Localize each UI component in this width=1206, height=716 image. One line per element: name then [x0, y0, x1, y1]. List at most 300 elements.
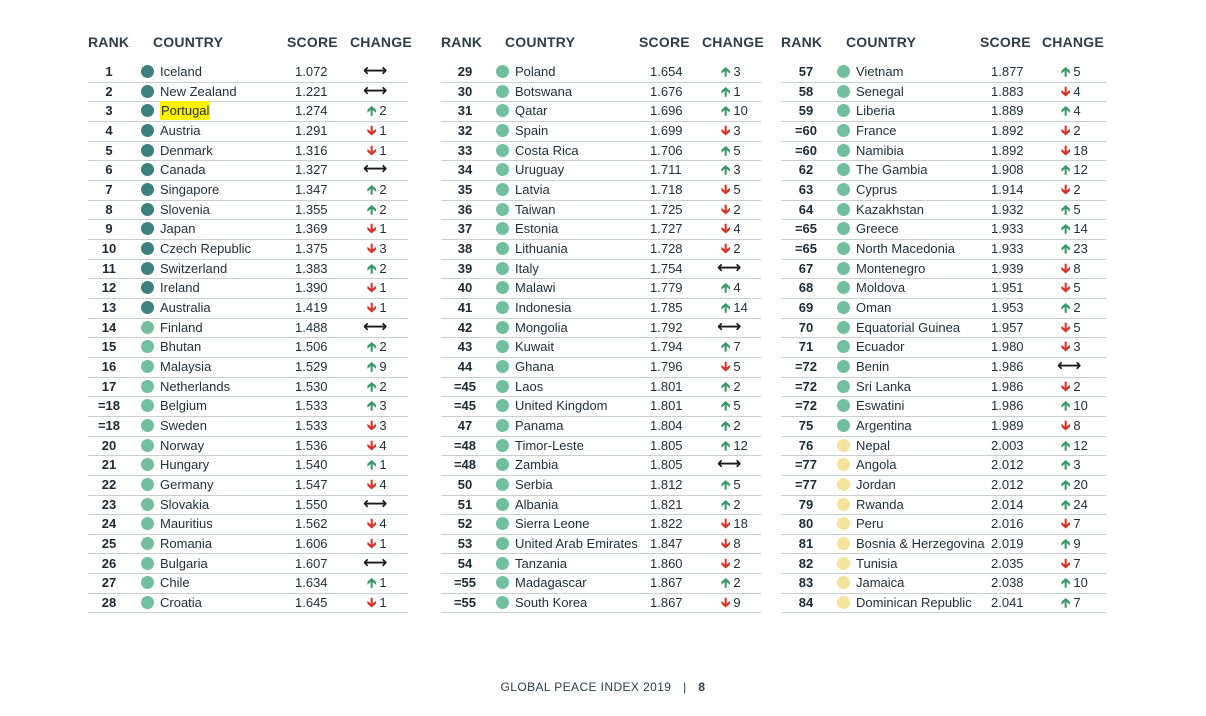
peace-level-dot: [141, 65, 154, 78]
peace-level-dot: [141, 557, 154, 570]
change-cell: [367, 219, 387, 238]
peace-level-dot: [837, 144, 850, 157]
table-row: [441, 318, 761, 339]
score-value: 1.727: [650, 221, 683, 237]
peace-level-dot: [141, 222, 154, 235]
change-header: CHANGE: [1042, 34, 1104, 50]
peace-level-dot: [837, 163, 850, 176]
score-header: SCORE: [639, 34, 690, 50]
rank-value: 76: [798, 437, 814, 453]
change-cell: [363, 552, 388, 572]
change-value: 1: [379, 299, 387, 315]
change-cell: [1061, 298, 1081, 317]
arrow-down-icon: 🡳: [721, 555, 731, 571]
score-value: 1.796: [650, 358, 683, 374]
score-value: 1.355: [295, 201, 328, 217]
table-row: [441, 101, 761, 122]
change-value: 1: [379, 535, 387, 551]
rank-value: =45: [453, 378, 477, 394]
score-value: 1.779: [650, 280, 683, 296]
change-value: 4: [1073, 103, 1081, 119]
country-name: Angola: [856, 457, 897, 473]
arrow-down-icon: 🡳: [367, 437, 377, 453]
rank-value: =18: [97, 417, 121, 433]
change-value: 5: [733, 476, 741, 492]
table-row: [441, 62, 761, 83]
score-value: 1.908: [991, 162, 1024, 178]
arrow-up-icon: 🡱: [721, 437, 731, 453]
table-row: [441, 337, 761, 358]
country-name: Netherlands: [160, 378, 231, 394]
country-name: Latvia: [515, 181, 550, 197]
arrow-down-icon: 🡳: [367, 535, 377, 551]
score-value: 1.939: [991, 260, 1024, 276]
table-row: [781, 593, 1106, 614]
rank-value: 59: [798, 103, 814, 119]
change-value: 2: [1073, 122, 1081, 138]
arrow-up-icon: 🡱: [367, 358, 377, 374]
arrow-up-icon: 🡱: [367, 260, 377, 276]
change-cell: [721, 337, 741, 356]
change-value: 1: [379, 221, 387, 237]
peace-level-dot: [496, 163, 509, 176]
peace-level-dot: [837, 183, 850, 196]
rank-value: 17: [101, 378, 117, 394]
change-cell: [367, 337, 387, 356]
peace-level-dot: [496, 203, 509, 216]
change-cell: [367, 573, 387, 592]
arrow-down-icon: 🡳: [721, 594, 731, 610]
rank-value: 83: [798, 575, 814, 591]
country-name: Chile: [160, 575, 190, 591]
table-row: [441, 573, 761, 594]
peace-level-dot: [496, 144, 509, 157]
rank-value: =65: [794, 221, 818, 237]
score-value: 1.274: [295, 103, 328, 119]
country-name: Malaysia: [160, 358, 212, 374]
score-value: 2.019: [991, 535, 1024, 551]
score-value: 1.989: [991, 417, 1024, 433]
rank-value: 42: [457, 319, 473, 335]
country-name: Estonia: [515, 221, 559, 237]
table-row: [88, 101, 408, 122]
change-value: 1: [379, 457, 387, 473]
footer-title: GLOBAL PEACE INDEX 2019: [500, 680, 672, 694]
change-cell: [367, 396, 387, 415]
arrow-up-icon: 🡱: [367, 457, 377, 473]
change-cell: [721, 377, 741, 396]
score-value: 1.883: [991, 83, 1024, 99]
arrow-down-icon: 🡳: [367, 417, 377, 433]
rank-value: 44: [457, 358, 473, 374]
score-value: 2.035: [991, 555, 1024, 571]
change-cell: [1061, 416, 1081, 435]
score-value: 1.951: [991, 280, 1024, 296]
change-value: 5: [733, 358, 741, 374]
score-value: 1.488: [295, 319, 328, 335]
rank-value: 81: [798, 535, 814, 551]
peace-level-dot: [496, 321, 509, 334]
table-row: [781, 436, 1106, 457]
rank-value: 34: [457, 162, 473, 178]
country-name: Canada: [160, 162, 206, 178]
country-name: Kuwait: [515, 339, 555, 355]
arrow-down-icon: 🡳: [367, 221, 377, 237]
score-value: 1.986: [991, 398, 1024, 414]
table-row: [781, 377, 1106, 398]
change-cell: [721, 62, 741, 81]
score-value: 1.725: [650, 201, 683, 217]
rank-value: =77: [794, 476, 818, 492]
change-header: CHANGE: [350, 34, 412, 50]
arrow-down-icon: 🡳: [1061, 83, 1071, 99]
score-value: 1.794: [650, 339, 683, 355]
score-value: 1.933: [991, 240, 1024, 256]
change-value: 14: [1073, 221, 1088, 237]
footer-separator: |: [683, 680, 687, 694]
change-value: 9: [733, 594, 741, 610]
change-cell: [367, 377, 387, 396]
arrow-up-icon: 🡱: [1061, 594, 1071, 610]
change-value: 1: [379, 594, 387, 610]
table-row: [88, 377, 408, 398]
country-name: Botswana: [515, 83, 573, 99]
score-value: 2.016: [991, 516, 1024, 532]
score-value: 1.369: [295, 221, 328, 237]
change-value: 3: [733, 122, 741, 138]
peace-level-dot: [141, 183, 154, 196]
peace-level-dot: [496, 478, 509, 491]
change-value: 8: [1073, 260, 1081, 276]
arrow-down-icon: 🡳: [1061, 181, 1071, 197]
arrow-down-icon: 🡳: [721, 181, 731, 197]
change-cell: [1061, 62, 1081, 81]
country-name: Slovakia: [160, 496, 210, 512]
country-name: Qatar: [515, 103, 548, 119]
change-value: 4: [1073, 83, 1081, 99]
arrow-up-icon: 🡱: [1061, 299, 1071, 315]
rank-value: 58: [798, 83, 814, 99]
country-name: Tanzania: [515, 555, 568, 571]
rank-value: 12: [101, 280, 117, 296]
arrow-down-icon: 🡳: [367, 240, 377, 256]
table-row: [441, 259, 761, 280]
country-name: Jamaica: [856, 575, 905, 591]
score-value: 1.547: [295, 476, 328, 492]
table-row: [88, 121, 408, 142]
score-value: 2.041: [991, 594, 1024, 610]
table-row: [441, 455, 761, 476]
country-name: Denmark: [160, 142, 213, 158]
change-cell: [367, 514, 387, 533]
peace-level-dot: [837, 537, 850, 550]
rank-value: =18: [97, 398, 121, 414]
country-name: Ireland: [160, 280, 200, 296]
change-value: 18: [1073, 142, 1088, 158]
arrow-down-icon: 🡳: [367, 516, 377, 532]
country-name: Spain: [515, 122, 549, 138]
table-row: [88, 416, 408, 437]
arrow-down-icon: 🡳: [1061, 142, 1071, 158]
no-change-icon: ⟷: [717, 257, 742, 277]
peace-level-dot: [837, 557, 850, 570]
score-value: 1.889: [991, 103, 1024, 119]
country-name: Sierra Leone: [515, 516, 590, 532]
table-row: [88, 298, 408, 319]
change-value: 12: [733, 437, 748, 453]
peace-level-dot: [141, 321, 154, 334]
rank-value: 47: [457, 417, 473, 433]
arrow-down-icon: 🡳: [721, 240, 731, 256]
arrow-up-icon: 🡱: [1061, 103, 1071, 119]
peace-level-dot: [141, 537, 154, 550]
score-value: 1.533: [295, 417, 328, 433]
score-value: 1.801: [650, 398, 683, 414]
change-value: 7: [1073, 516, 1081, 532]
peace-level-dot: [496, 340, 509, 353]
table-row: [781, 259, 1106, 280]
table-row: [88, 573, 408, 594]
peace-level-dot: [496, 281, 509, 294]
change-cell: [721, 534, 741, 553]
no-change-icon: ⟷: [363, 61, 388, 80]
peace-level-dot: [496, 65, 509, 78]
table-row: [781, 82, 1106, 103]
arrow-down-icon: 🡳: [367, 476, 377, 492]
country-name: Croatia: [160, 594, 202, 610]
arrow-down-icon: 🡳: [367, 594, 377, 610]
change-cell: [367, 180, 387, 199]
change-cell: [721, 160, 741, 179]
rank-value: =55: [453, 594, 477, 610]
change-cell: [1061, 514, 1081, 533]
change-cell: [1061, 259, 1081, 278]
peace-level-dot: [141, 85, 154, 98]
rank-value: 52: [457, 516, 473, 532]
score-value: 1.221: [295, 83, 328, 99]
peace-level-dot: [141, 340, 154, 353]
rank-value: 37: [457, 221, 473, 237]
change-value: 2: [379, 260, 387, 276]
table-row: [441, 121, 761, 142]
arrow-up-icon: 🡱: [721, 162, 731, 178]
no-change-icon: ⟷: [363, 552, 388, 572]
change-value: 4: [733, 280, 741, 296]
rank-value: 70: [798, 319, 814, 335]
change-cell: [367, 534, 387, 553]
table-row: [441, 554, 761, 575]
rank-value: 28: [101, 594, 117, 610]
rank-value: 54: [457, 555, 473, 571]
arrow-up-icon: 🡱: [721, 103, 731, 119]
rank-value: 4: [105, 122, 113, 138]
page-footer: [0, 680, 1206, 694]
change-value: 8: [733, 535, 741, 551]
arrow-up-icon: 🡱: [1061, 240, 1071, 256]
country-name: Belgium: [160, 398, 207, 414]
rank-value: 57: [798, 64, 814, 79]
rank-header: RANK: [441, 34, 483, 50]
rank-value: 40: [457, 280, 473, 296]
country-name: Mongolia: [515, 319, 568, 335]
rank-value: =72: [794, 398, 818, 414]
change-cell: [1061, 219, 1088, 238]
country-name: Lithuania: [515, 240, 568, 256]
arrow-down-icon: 🡳: [1061, 339, 1071, 355]
table-row: [781, 534, 1106, 555]
rank-value: 67: [798, 260, 814, 276]
arrow-up-icon: 🡱: [721, 398, 731, 414]
table-row: [88, 82, 408, 103]
arrow-down-icon: 🡳: [721, 221, 731, 237]
change-cell: [1061, 554, 1081, 573]
table-row: [441, 239, 761, 260]
score-value: 1.754: [650, 260, 683, 276]
rank-value: 5: [105, 142, 113, 158]
peace-level-dot: [496, 557, 509, 570]
change-cell: [1061, 180, 1081, 199]
rank-value: 26: [101, 555, 117, 571]
change-value: 2: [733, 378, 741, 394]
peace-level-dot: [496, 498, 509, 511]
country-name: Liberia: [856, 103, 896, 119]
table-row: [441, 593, 761, 614]
change-cell: [721, 357, 741, 376]
country-name: Bulgaria: [160, 555, 208, 571]
peace-level-dot: [837, 242, 850, 255]
peace-level-dot: [837, 104, 850, 117]
arrow-up-icon: 🡱: [721, 476, 731, 492]
arrow-up-icon: 🡱: [1061, 496, 1071, 512]
rank-value: =65: [794, 240, 818, 256]
arrow-down-icon: 🡳: [1061, 280, 1071, 296]
country-name: Indonesia: [515, 299, 572, 315]
change-cell: [1061, 82, 1081, 101]
country-name: Switzerland: [160, 260, 228, 276]
arrow-up-icon: 🡱: [1061, 201, 1071, 217]
change-value: 2: [733, 575, 741, 591]
table-row: [88, 62, 408, 83]
score-value: 1.933: [991, 221, 1024, 237]
score-value: 1.550: [295, 496, 328, 512]
table-row: [441, 377, 761, 398]
country-name: Peru: [856, 516, 884, 532]
change-value: 3: [733, 162, 741, 178]
arrow-up-icon: 🡱: [721, 575, 731, 591]
score-value: 1.801: [650, 378, 683, 394]
peace-level-dot: [141, 596, 154, 609]
score-value: 2.012: [991, 457, 1024, 473]
rank-value: 62: [798, 162, 814, 178]
rank-value: 39: [457, 260, 473, 276]
peace-level-dot: [496, 517, 509, 530]
table-row: [441, 200, 761, 221]
change-cell: [363, 61, 388, 80]
page-number: 8: [698, 680, 706, 694]
arrow-up-icon: 🡱: [1061, 437, 1071, 453]
change-cell: [363, 80, 388, 100]
country-name: South Korea: [515, 594, 588, 610]
country-name: Slovenia: [160, 201, 210, 217]
change-value: 1: [379, 142, 387, 158]
rank-value: 7: [105, 181, 113, 197]
arrow-down-icon: 🡳: [721, 535, 731, 551]
change-value: 7: [1073, 555, 1081, 571]
arrow-down-icon: 🡳: [721, 358, 731, 374]
score-value: 1.645: [295, 594, 328, 610]
peace-level-dot: [837, 517, 850, 530]
change-value: 2: [733, 555, 741, 571]
change-cell: [721, 514, 748, 533]
country-name: Japan: [160, 221, 196, 237]
score-value: 1.607: [295, 555, 328, 571]
change-value: 20: [1073, 476, 1088, 492]
country-name: Singapore: [160, 181, 220, 197]
rank-value: =60: [794, 142, 818, 158]
change-cell: [363, 159, 388, 179]
change-value: 10: [1073, 575, 1088, 591]
change-cell: [721, 239, 741, 258]
peace-level-dot: [837, 478, 850, 491]
change-value: 14: [733, 299, 748, 315]
peace-level-dot: [837, 281, 850, 294]
change-cell: [721, 219, 741, 238]
rank-value: 35: [457, 181, 473, 197]
change-cell: [721, 82, 741, 101]
change-cell: [721, 141, 741, 160]
score-value: 1.805: [650, 437, 683, 453]
rank-value: 63: [798, 181, 814, 197]
change-cell: [717, 454, 742, 474]
peace-level-dot: [141, 301, 154, 314]
change-value: 4: [379, 476, 387, 492]
table-row: [781, 180, 1106, 201]
peace-level-dot: [837, 65, 850, 78]
peace-level-dot: [496, 537, 509, 550]
peace-level-dot: [141, 498, 154, 511]
score-value: 1.892: [991, 142, 1024, 158]
peace-level-dot: [496, 360, 509, 373]
rank-value: 8: [105, 201, 113, 217]
score-header: SCORE: [287, 34, 338, 50]
score-value: 1.867: [650, 575, 683, 591]
table-row: [441, 495, 761, 516]
peace-level-dot: [496, 458, 509, 471]
table-row: [441, 357, 761, 378]
table-row: [88, 396, 408, 417]
table-row: [441, 180, 761, 201]
arrow-up-icon: 🡱: [1061, 64, 1071, 79]
rank-value: 33: [457, 142, 473, 158]
change-cell: [1061, 318, 1081, 337]
table-row: [781, 337, 1106, 358]
change-value: 4: [379, 437, 387, 453]
change-cell: [1061, 160, 1088, 179]
score-value: 1.867: [650, 594, 683, 610]
score-value: 1.529: [295, 358, 328, 374]
rank-value: 84: [798, 594, 814, 610]
change-cell: [367, 141, 387, 160]
no-change-icon: ⟷: [363, 80, 388, 100]
table-row: [781, 495, 1106, 516]
change-value: 9: [1073, 535, 1081, 551]
no-change-icon: ⟷: [363, 493, 388, 513]
change-cell: [721, 593, 741, 612]
peace-level-dot: [837, 203, 850, 216]
change-cell: [367, 101, 387, 120]
country-name: Hungary: [160, 457, 210, 473]
score-value: 1.822: [650, 516, 683, 532]
